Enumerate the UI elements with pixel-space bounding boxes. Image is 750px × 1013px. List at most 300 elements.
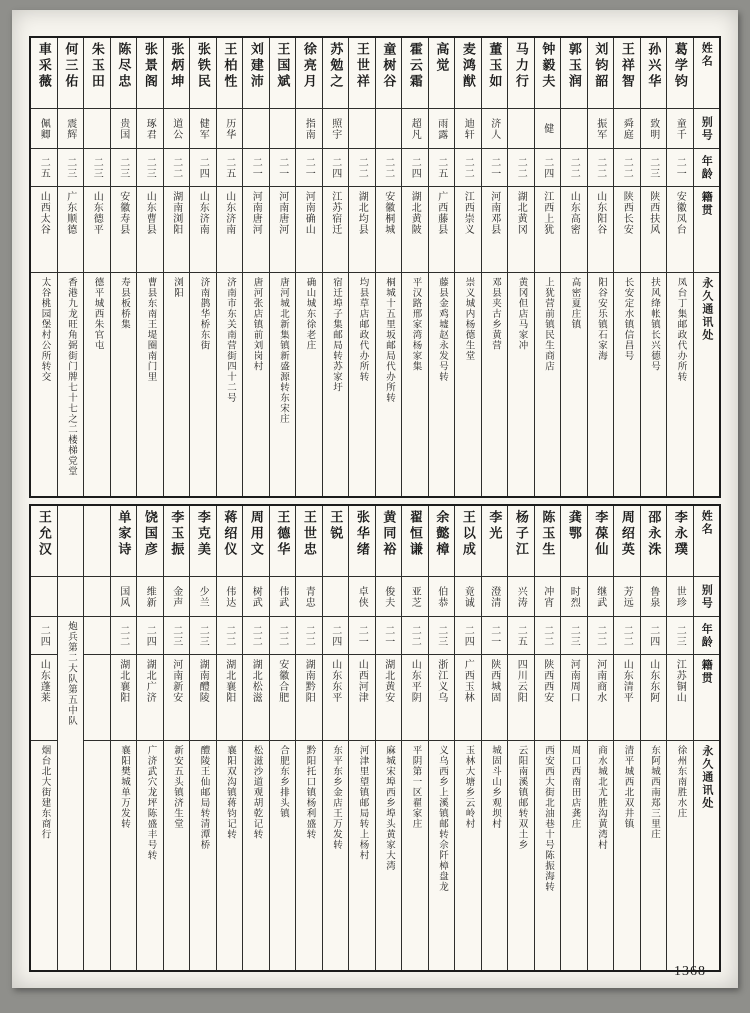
name-cell	[270, 506, 296, 576]
vertical-text: 苏勉之	[328, 42, 344, 90]
vertical-text: 松滋沙道观胡乾记转	[251, 745, 262, 840]
vertical-text: 确山城东徐老庄	[304, 277, 315, 351]
vertical-text: 河南唐河	[276, 191, 288, 235]
scanned-page	[12, 10, 738, 988]
age-cell	[296, 616, 322, 654]
vertical-text: 太谷桃园堡村公所转交	[39, 277, 50, 382]
entry-column	[507, 506, 534, 970]
vertical-text: 澄清	[488, 585, 500, 608]
native-cell	[614, 654, 640, 740]
vertical-text: 德平城西朱官屯	[92, 277, 103, 351]
address-cell	[455, 272, 481, 496]
entry-column	[587, 38, 614, 496]
alias-cell	[641, 108, 667, 148]
vertical-text: 二四	[38, 624, 50, 647]
address-cell	[402, 740, 428, 970]
address-cell	[429, 740, 455, 970]
name-cell	[270, 38, 296, 108]
age-cell	[376, 616, 402, 654]
vertical-text: 金声	[170, 585, 182, 608]
vertical-text: 烟台北大街建东商行	[39, 745, 50, 840]
vertical-text: 二二	[541, 624, 553, 647]
native-cell	[296, 654, 322, 740]
name-cell	[641, 38, 667, 108]
vertical-text: 单家诗	[116, 510, 132, 558]
vertical-text: 二三	[64, 156, 76, 179]
vertical-text: 陕西长安	[621, 191, 633, 235]
entry-column	[428, 38, 455, 496]
age-cell	[164, 616, 190, 654]
age-cell	[535, 616, 561, 654]
native-cell	[376, 654, 402, 740]
blank-cell	[84, 654, 110, 740]
vertical-text: 周绍英	[619, 510, 635, 558]
vertical-text: 阳谷安乐镇石家海	[595, 277, 606, 361]
alias-cell	[270, 108, 296, 148]
native-cell	[535, 186, 561, 272]
vertical-text: 宿迁埠子集邮局转苏家圩	[330, 277, 341, 393]
name-cell	[588, 38, 614, 108]
entry-column	[322, 38, 349, 496]
vertical-text: 王祥智	[619, 42, 635, 90]
vertical-text: 东阿城西南郑三里庄	[648, 745, 659, 840]
vertical-text: 树武	[250, 585, 262, 608]
age-cell	[455, 148, 481, 186]
vertical-text: 世珍	[674, 585, 686, 608]
native-cell	[535, 654, 561, 740]
entry-column	[242, 506, 269, 970]
vertical-text: 河南唐河	[250, 191, 262, 235]
name-cell	[588, 506, 614, 576]
native-cell	[349, 186, 375, 272]
age-cell	[217, 148, 243, 186]
native-cell	[137, 654, 163, 740]
entry-column	[189, 506, 216, 970]
name-cell	[535, 38, 561, 108]
native-cell	[455, 186, 481, 272]
native-cell	[137, 186, 163, 272]
header-column	[693, 506, 720, 970]
vertical-text: 湖北均县	[356, 191, 368, 235]
vertical-text: 二四	[647, 624, 659, 647]
vertical-text: 济南市东关南营街四十二号	[224, 277, 235, 403]
entry-column	[83, 38, 110, 496]
vertical-text: 钟毅夫	[540, 42, 556, 90]
vertical-text: 李永璞	[672, 510, 688, 558]
vertical-text: 健军	[197, 117, 209, 140]
entry-column	[136, 506, 163, 970]
name-cell	[243, 38, 269, 108]
age-cell	[508, 148, 534, 186]
native-cell	[84, 186, 110, 272]
age-cell	[323, 616, 349, 654]
vertical-text: 西安西大街北油巷十号陈振海转	[542, 745, 553, 892]
vertical-text: 山东阳谷	[594, 191, 606, 235]
address-cell	[164, 740, 190, 970]
vertical-text: 王国斌	[275, 42, 291, 90]
native-cell	[561, 654, 587, 740]
unit-label-cell	[58, 616, 84, 970]
alias-cell	[402, 576, 428, 616]
vertical-text: 高密夏庄镇	[569, 277, 580, 330]
blank-cell	[84, 576, 110, 616]
vertical-text: 广济武穴龙坪陈盛丰号转	[145, 745, 156, 861]
name-cell	[535, 506, 561, 576]
entry-column	[375, 38, 402, 496]
vertical-text: 王以成	[460, 510, 476, 558]
alias-cell	[31, 108, 57, 148]
alias-cell	[588, 108, 614, 148]
vertical-text: 平阴第一区翟家庄	[410, 745, 421, 829]
age-cell	[614, 148, 640, 186]
entry-column	[534, 506, 561, 970]
vertical-text: 云阳南溪镇邮转双土乡	[516, 745, 527, 850]
vertical-text: 河南确山	[303, 191, 315, 235]
vertical-text: 江苏宿迁	[329, 191, 341, 235]
name-cell	[508, 506, 534, 576]
address-cell	[58, 272, 84, 496]
vertical-text: 童千	[674, 117, 686, 140]
vertical-text: 张炳坤	[169, 42, 185, 90]
vertical-text: 年龄	[700, 154, 713, 181]
vertical-text: 湖南黔阳	[303, 659, 315, 703]
alias-cell	[217, 576, 243, 616]
entry-column	[136, 38, 163, 496]
alias-cell	[561, 576, 587, 616]
native-cell	[111, 186, 137, 272]
vertical-text: 佩卿	[38, 117, 50, 140]
vertical-text: 二一	[488, 624, 500, 647]
name-cell	[84, 38, 110, 108]
vertical-text: 二二	[303, 624, 315, 647]
directory-tables	[12, 10, 738, 972]
alias-cell	[349, 576, 375, 616]
entry-column	[534, 38, 561, 496]
vertical-text: 饶国彦	[142, 510, 158, 558]
name-cell	[164, 506, 190, 576]
vertical-text: 藤县金鸡墟赵永发号转	[436, 277, 447, 382]
vertical-text: 山东东平	[329, 659, 341, 703]
entry-column	[348, 506, 375, 970]
age-cell	[667, 148, 693, 186]
alias-cell	[84, 108, 110, 148]
address-cell	[376, 740, 402, 970]
vertical-text: 湖南醴陵	[197, 659, 209, 703]
address-cell	[561, 740, 587, 970]
age-cell	[376, 148, 402, 186]
address-cell	[217, 272, 243, 496]
alias-cell	[243, 576, 269, 616]
vertical-text: 王世祥	[354, 42, 370, 90]
native-cell	[482, 654, 508, 740]
name-cell	[349, 506, 375, 576]
alias-cell	[31, 576, 57, 616]
entry-column	[216, 38, 243, 496]
vertical-text: 照宇	[329, 117, 341, 140]
alias-cell	[508, 108, 534, 148]
entry-column	[110, 506, 137, 970]
vertical-text: 二五	[38, 156, 50, 179]
entry-column	[401, 506, 428, 970]
vertical-text: 二二	[568, 156, 580, 179]
vertical-text: 张景阁	[142, 42, 158, 90]
name-cell	[190, 506, 216, 576]
address-cell	[164, 272, 190, 496]
vertical-text: 杨子江	[513, 510, 529, 558]
address-cell	[402, 272, 428, 496]
vertical-text: 醴陵王仙邮局转清潭桥	[198, 745, 209, 850]
header-cell	[694, 148, 720, 186]
vertical-text: 山西太谷	[38, 191, 50, 235]
alias-cell	[588, 576, 614, 616]
alias-cell	[111, 576, 137, 616]
vertical-text: 时烈	[568, 585, 580, 608]
entry-column	[640, 38, 667, 496]
age-cell	[296, 148, 322, 186]
alias-cell	[323, 108, 349, 148]
entry-column	[560, 38, 587, 496]
vertical-text: 二四	[409, 156, 421, 179]
age-cell	[535, 148, 561, 186]
name-cell	[31, 506, 57, 576]
age-cell	[111, 148, 137, 186]
vertical-text: 安徽凤台	[674, 191, 686, 235]
vertical-text: 寿县板桥集	[118, 277, 129, 330]
name-cell	[641, 506, 667, 576]
native-cell	[243, 186, 269, 272]
age-cell	[508, 616, 534, 654]
vertical-text: 安徽合肥	[276, 659, 288, 703]
alias-cell	[190, 576, 216, 616]
directory-table-bottom	[29, 504, 721, 972]
age-cell	[614, 616, 640, 654]
native-cell	[164, 186, 190, 272]
vertical-text: 永久通讯处	[700, 277, 713, 342]
vertical-text: 山东高密	[568, 191, 580, 235]
header-cell	[694, 272, 720, 496]
native-cell	[243, 654, 269, 740]
vertical-text: 二二	[117, 624, 129, 647]
vertical-text: 蒋绍仪	[222, 510, 238, 558]
vertical-text: 雨露	[435, 117, 447, 140]
vertical-text: 安徽寿县	[117, 191, 129, 235]
vertical-text: 山东济南	[223, 191, 235, 235]
vertical-text: 襄阳樊城单万发转	[118, 745, 129, 829]
directory-table-top	[29, 36, 721, 498]
address-cell	[482, 740, 508, 970]
age-cell	[137, 616, 163, 654]
vertical-text: 山东东阿	[647, 659, 659, 703]
entry-column	[295, 38, 322, 496]
vertical-text: 少兰	[197, 585, 209, 608]
entry-column	[587, 506, 614, 970]
entry-column	[401, 38, 428, 496]
native-cell	[588, 186, 614, 272]
vertical-text: 炮兵第二大队第五中队	[65, 621, 76, 726]
address-cell	[323, 740, 349, 970]
entry-column	[428, 506, 455, 970]
vertical-text: 浙江义乌	[435, 659, 447, 703]
age-cell	[111, 616, 137, 654]
native-cell	[429, 654, 455, 740]
address-cell	[111, 740, 137, 970]
vertical-text: 二二	[409, 624, 421, 647]
vertical-text: 王世忠	[301, 510, 317, 558]
address-cell	[270, 272, 296, 496]
vertical-text: 马力行	[513, 42, 529, 90]
address-cell	[535, 740, 561, 970]
vertical-text: 鲁泉	[647, 585, 659, 608]
vertical-text: 山东清平	[621, 659, 633, 703]
entry-column	[31, 506, 57, 970]
native-cell	[190, 654, 216, 740]
blank-cell	[84, 740, 110, 970]
vertical-text: 济南鹊华桥东街	[198, 277, 209, 351]
vertical-text: 维新	[144, 585, 156, 608]
native-cell	[402, 654, 428, 740]
vertical-text: 芳远	[621, 585, 633, 608]
address-cell	[641, 740, 667, 970]
vertical-text: 山西河津	[356, 659, 368, 703]
address-cell	[296, 272, 322, 496]
vertical-text: 翟恒谦	[407, 510, 423, 558]
address-cell	[349, 272, 375, 496]
age-cell	[482, 616, 508, 654]
vertical-text: 平汉路邢家湾杨家集	[410, 277, 421, 372]
header-cell	[694, 740, 720, 970]
vertical-text: 王柏性	[222, 42, 238, 90]
native-cell	[561, 186, 587, 272]
vertical-text: 襄阳双沟镇蒋钧记转	[224, 745, 235, 840]
alias-cell	[58, 108, 84, 148]
name-cell	[217, 38, 243, 108]
name-cell	[561, 506, 587, 576]
name-cell	[31, 38, 57, 108]
address-cell	[508, 272, 534, 496]
name-cell	[508, 38, 534, 108]
alias-cell	[376, 576, 402, 616]
vertical-text: 桐城十五里坂邮局代办所转	[383, 277, 394, 403]
alias-cell	[561, 108, 587, 148]
vertical-text: 唐河张店镇前刘岗村	[251, 277, 262, 372]
entry-column	[613, 506, 640, 970]
alias-cell	[667, 576, 693, 616]
blank-cell	[58, 576, 84, 616]
alias-cell	[429, 576, 455, 616]
vertical-text: 亚芝	[409, 585, 421, 608]
entry-column	[242, 38, 269, 496]
entry-column	[454, 506, 481, 970]
alias-cell	[482, 108, 508, 148]
vertical-text: 何三佑	[63, 42, 79, 90]
native-cell	[349, 654, 375, 740]
vertical-text: 二二	[594, 156, 606, 179]
vertical-text: 徐州东南胜水庄	[675, 745, 686, 819]
address-cell	[84, 272, 110, 496]
name-cell	[482, 38, 508, 108]
vertical-text: 二二	[170, 156, 182, 179]
vertical-text: 湖北松滋	[250, 659, 262, 703]
vertical-text: 二三	[91, 156, 103, 179]
vertical-text: 张华绪	[354, 510, 370, 558]
vertical-text: 永久通讯处	[700, 745, 713, 810]
entry-column	[110, 38, 137, 496]
vertical-text: 湖北襄阳	[223, 659, 235, 703]
name-cell	[137, 506, 163, 576]
vertical-text: 继武	[594, 585, 606, 608]
age-cell	[217, 616, 243, 654]
alias-cell	[137, 108, 163, 148]
vertical-text: 扶风绛帐镇长兴德号	[648, 277, 659, 372]
age-cell	[58, 148, 84, 186]
vertical-text: 二三	[435, 624, 447, 647]
alias-cell	[614, 108, 640, 148]
name-cell	[376, 506, 402, 576]
entry-column	[31, 38, 57, 496]
alias-cell	[429, 108, 455, 148]
vertical-text: 二三	[647, 156, 659, 179]
entry-column	[613, 38, 640, 496]
vertical-text: 二二	[594, 624, 606, 647]
vertical-text: 安徽桐城	[382, 191, 394, 235]
vertical-text: 山东曹县	[144, 191, 156, 235]
address-cell	[429, 272, 455, 496]
vertical-text: 伟武	[276, 585, 288, 608]
age-cell	[31, 148, 57, 186]
entry-column	[322, 506, 349, 970]
vertical-text: 高觉	[434, 42, 450, 74]
vertical-text: 二一	[356, 624, 368, 647]
vertical-text: 李葆仙	[593, 510, 609, 558]
vertical-text: 江西崇义	[462, 191, 474, 235]
vertical-text: 贵国	[117, 117, 129, 140]
age-cell	[31, 616, 57, 654]
age-cell	[667, 616, 693, 654]
name-cell	[111, 38, 137, 108]
vertical-text: 四川云阳	[515, 659, 527, 703]
vertical-text: 二四	[541, 156, 553, 179]
vertical-text: 国风	[117, 585, 129, 608]
address-cell	[455, 740, 481, 970]
address-cell	[111, 272, 137, 496]
vertical-text: 历华	[223, 117, 235, 140]
page-number: 1368	[674, 964, 706, 979]
alias-cell	[455, 108, 481, 148]
name-cell	[296, 506, 322, 576]
vertical-text: 二二	[356, 156, 368, 179]
name-cell	[667, 506, 693, 576]
entry-column	[57, 38, 84, 496]
native-cell	[402, 186, 428, 272]
vertical-text: 琢君	[144, 117, 156, 140]
alias-cell	[243, 108, 269, 148]
entry-column	[507, 38, 534, 496]
vertical-text: 二四	[462, 624, 474, 647]
age-cell	[243, 148, 269, 186]
vertical-text: 葛学钧	[672, 42, 688, 90]
alias-cell	[164, 576, 190, 616]
vertical-text: 义乌西乡上溪镇邮转佘阡樟盘龙	[436, 745, 447, 892]
name-cell	[614, 506, 640, 576]
native-cell	[190, 186, 216, 272]
vertical-text: 合肥东乡排头镇	[277, 745, 288, 819]
unit-label-column	[57, 506, 84, 970]
native-cell	[429, 186, 455, 272]
name-cell	[614, 38, 640, 108]
address-cell	[323, 272, 349, 496]
vertical-text: 二一	[488, 156, 500, 179]
address-cell	[561, 272, 587, 496]
